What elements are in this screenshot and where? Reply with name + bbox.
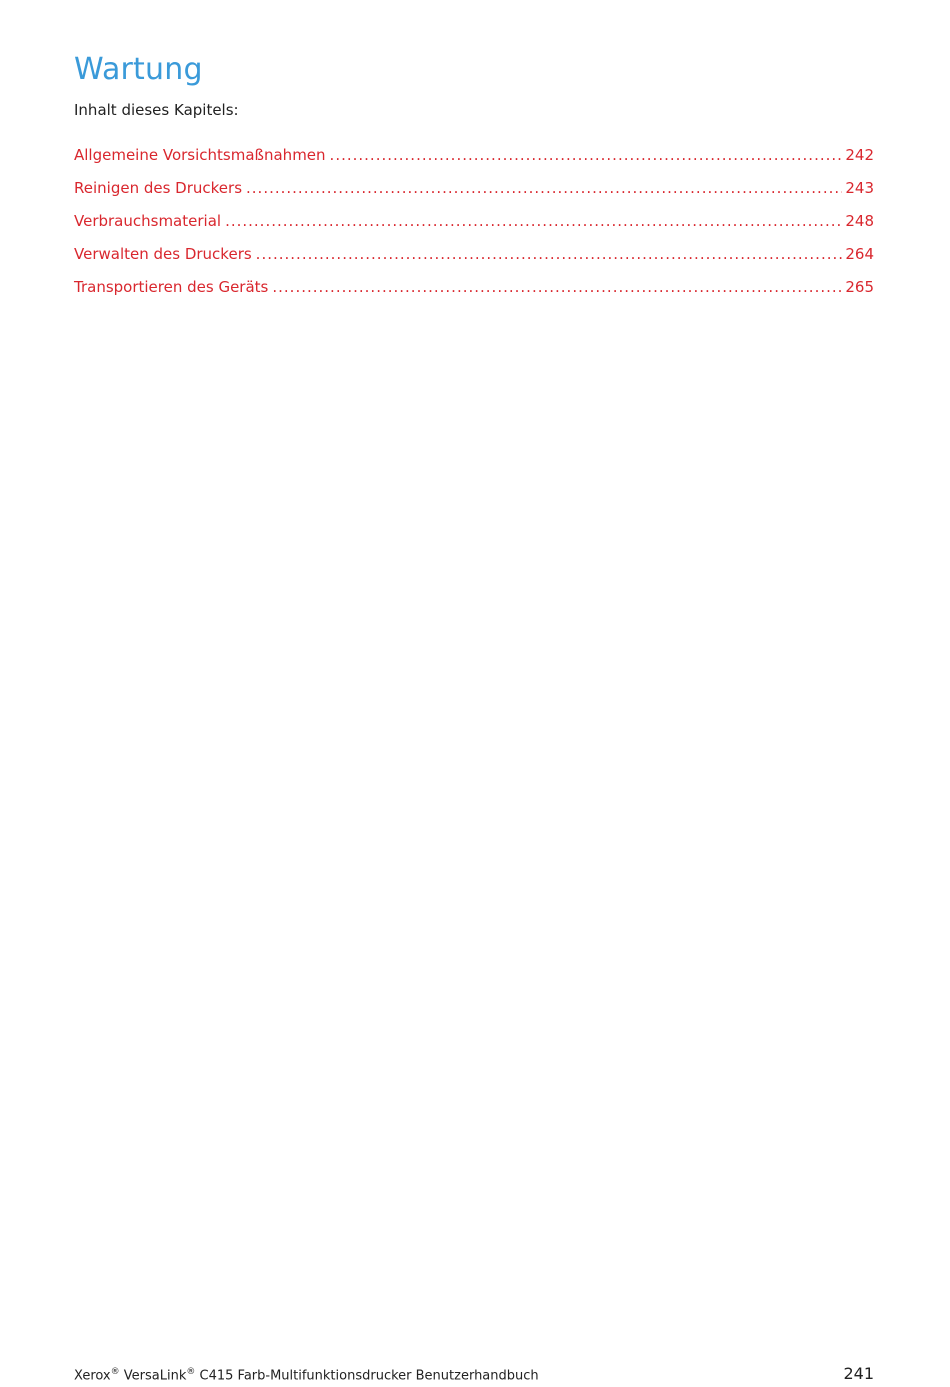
toc-entry-reinigen-des-druckers[interactable] — [74, 178, 874, 211]
toc-leader-dots — [225, 211, 842, 231]
toc-entry-page[interactable]: 243 — [845, 179, 874, 197]
toc-entry-page[interactable]: 265 — [845, 278, 874, 296]
toc-entry-label[interactable]: Verwalten des Druckers — [74, 245, 252, 263]
toc-leader-dots — [330, 145, 843, 165]
footer-document-name: C415 Farb-Multifunktionsdrucker Benutzerhandbuch — [199, 1368, 539, 1383]
registered-mark: ® — [110, 1366, 120, 1377]
chapter-title: Wartung — [74, 52, 203, 87]
footer-product: VersaLink — [123, 1368, 187, 1383]
footer-brand: Xerox — [74, 1368, 111, 1383]
toc-entry-label[interactable]: Allgemeine Vorsichtsmaßnahmen — [74, 146, 326, 164]
toc-leader-dots — [256, 244, 843, 264]
registered-mark: ® — [186, 1366, 196, 1377]
footer-document-title — [74, 1367, 539, 1383]
toc-entry-verbrauchsmaterial[interactable] — [74, 211, 874, 244]
toc-leader-dots — [246, 178, 842, 198]
toc-entry-label[interactable]: Transportieren des Geräts — [74, 278, 269, 296]
toc-entry-page[interactable]: 242 — [845, 146, 874, 164]
toc-entry-page[interactable]: 264 — [845, 245, 874, 263]
toc-entry-label[interactable]: Verbrauchsmaterial — [74, 212, 222, 230]
toc-entry-label[interactable]: Reinigen des Druckers — [74, 179, 243, 197]
toc-leader-dots — [272, 277, 842, 297]
toc-entry-verwalten-des-druckers[interactable] — [74, 244, 874, 277]
toc-entry-page[interactable]: 248 — [845, 212, 874, 230]
toc-entry-transportieren-des-geraets[interactable] — [74, 277, 874, 310]
toc-entry-allgemeine-vorsichtsmassnahmen[interactable] — [74, 145, 874, 178]
chapter-intro: Inhalt dieses Kapitels: — [74, 101, 239, 119]
page-number: 241 — [843, 1364, 874, 1383]
table-of-contents — [74, 145, 874, 310]
page-footer — [74, 1364, 874, 1383]
